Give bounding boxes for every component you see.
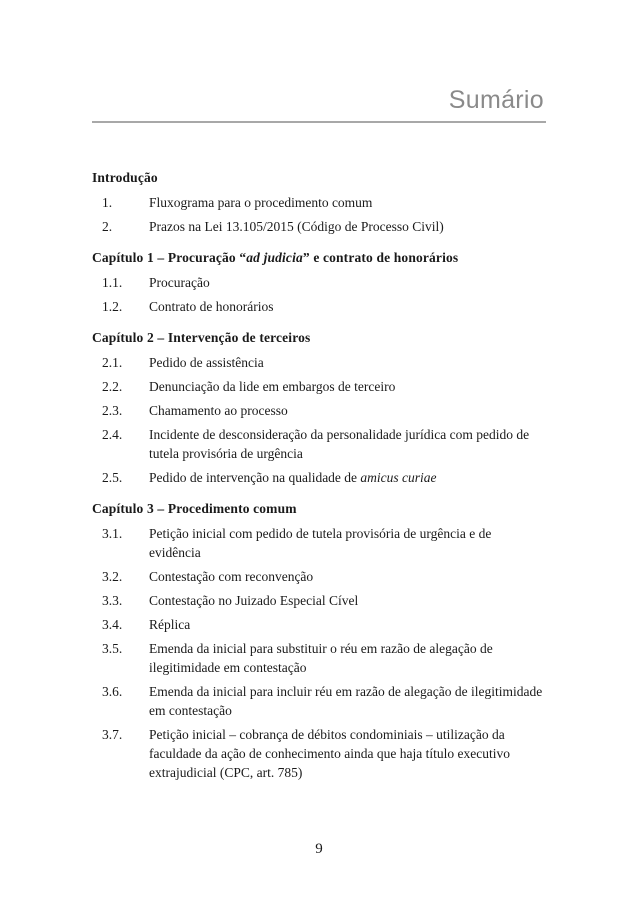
entry-text-italic: amicus curiae: [360, 470, 437, 485]
entry-text: [149, 468, 546, 487]
header-divider: [92, 121, 546, 123]
entry-text: Contrato de honorários: [149, 299, 274, 314]
entry-number: 2.3.: [102, 403, 123, 418]
entry-number: 1.: [102, 195, 113, 210]
entry-number: 2.5.: [102, 470, 123, 485]
toc-entry: [92, 591, 546, 610]
entry-text-part: Pedido de intervenção na qualidade de: [149, 470, 361, 485]
entry-number: 2.: [102, 219, 113, 234]
entry-number: 3.2.: [102, 569, 123, 584]
entry-text: Procuração: [149, 275, 210, 290]
section-title-part: ” e contrato de honorários: [302, 250, 459, 265]
entry-text: Prazos na Lei 13.105/2015 (Código de Processo Civil): [149, 219, 444, 234]
section-title-part: Capítulo 1 – Procuração “: [92, 250, 247, 265]
entry-text: Contestação com reconvenção: [149, 569, 314, 584]
toc-section-capitulo-2: [92, 328, 546, 487]
toc-entry: [92, 193, 546, 212]
entry-text: Denunciação da lide em embargos de terceiro: [149, 379, 396, 394]
toc-entry: [92, 273, 546, 292]
toc-entry: [92, 639, 546, 677]
section-title-italic: ad judicia: [246, 250, 303, 265]
toc-entry: [92, 468, 546, 487]
toc-entry: [92, 615, 546, 634]
entry-number: 3.4.: [102, 617, 123, 632]
entry-number: 3.3.: [102, 593, 123, 608]
entry-text: Petição inicial com pedido de tutela provisória de urgência e de evidência: [149, 526, 492, 560]
entry-number: 3.7.: [102, 727, 123, 742]
entry-number: 3.1.: [102, 526, 123, 541]
toc-entry: [92, 297, 546, 316]
entry-number: 2.1.: [102, 355, 123, 370]
table-of-contents: [92, 168, 546, 794]
entry-number: 3.6.: [102, 684, 123, 699]
toc-entry: [92, 377, 546, 396]
page-number: 9: [315, 841, 323, 857]
entry-number: 1.1.: [102, 275, 123, 290]
entry-text: Pedido de assistência: [149, 355, 264, 370]
section-title: Capítulo 2 – Intervenção de terceiros: [92, 330, 311, 345]
toc-entry: [92, 725, 546, 782]
toc-entry: [92, 401, 546, 420]
entry-text: Fluxograma para o procedimento comum: [149, 195, 373, 210]
toc-entry: [92, 425, 546, 463]
entry-text: Petição inicial – cobrança de débitos condominiais – utilização da faculdade da ação de conhecimento ainda que haja título executivo extrajudicial (CPC, art. 785): [149, 727, 510, 780]
entry-text: Emenda da inicial para incluir réu em razão de alegação de ilegitimidade em contestação: [149, 684, 543, 718]
entry-text: Réplica: [149, 617, 191, 632]
entry-number: 2.4.: [102, 427, 123, 442]
toc-section-capitulo-1: [92, 248, 546, 316]
page-title: Sumário: [448, 86, 544, 114]
toc-entry: [92, 524, 546, 562]
entry-number: 1.2.: [102, 299, 123, 314]
toc-section-introducao: [92, 168, 546, 236]
toc-entry: [92, 217, 546, 236]
entry-text: Emenda da inicial para substituir o réu em razão de alegação de ilegitimidade em contestação: [149, 641, 493, 675]
entry-number: 3.5.: [102, 641, 123, 656]
toc-entry: [92, 353, 546, 372]
section-title: [92, 248, 546, 267]
section-title: Capítulo 3 – Procedimento comum: [92, 501, 297, 516]
entry-text: Contestação no Juizado Especial Cível: [149, 593, 359, 608]
entry-text: Chamamento ao processo: [149, 403, 288, 418]
section-title: Introdução: [92, 170, 158, 185]
entry-number: 2.2.: [102, 379, 123, 394]
toc-entry: [92, 567, 546, 586]
toc-section-capitulo-3: [92, 499, 546, 782]
toc-entry: [92, 682, 546, 720]
entry-text: Incidente de desconsideração da personalidade jurídica com pedido de tutela provisória de urgência: [149, 427, 530, 461]
